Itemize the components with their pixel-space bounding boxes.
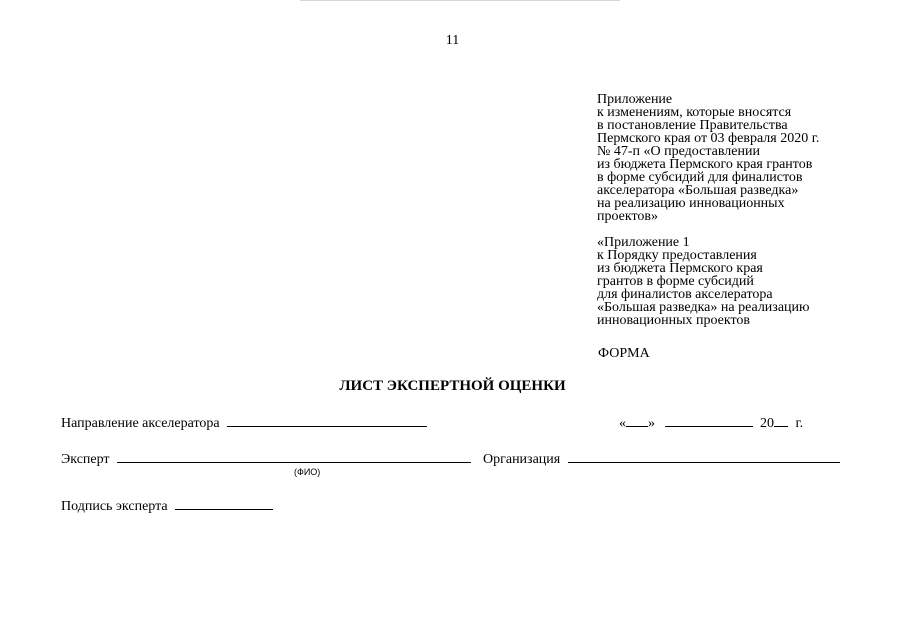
appendix-line: из бюджета Пермского края [597, 261, 763, 276]
appendix-line: грантов в форме субсидий [597, 274, 754, 289]
date-year-prefix: 20 [760, 416, 774, 431]
appendix-line: Приложение [597, 92, 673, 107]
signature-row [61, 497, 273, 515]
signature-field[interactable] [175, 497, 273, 510]
document-title: ЛИСТ ЭКСПЕРТНОЙ ОЦЕНКИ [339, 378, 566, 394]
date-year-field[interactable] [774, 414, 788, 427]
date-close-quote: » [648, 416, 655, 431]
appendix-line: к изменениям, которые вносятся [597, 105, 792, 120]
appendix-line: в форме субсидий для финалистов [597, 170, 803, 185]
form-label: ФОРМА [598, 346, 650, 361]
scan-top-edge [300, 0, 620, 1]
appendix-line: «Большая разведка» на реализацию [597, 300, 810, 315]
date-open-quote: « [619, 416, 626, 431]
appendix-line: инновационных проектов [597, 313, 751, 328]
expert-row [61, 450, 471, 468]
appendix-line: для финалистов акселератора [597, 287, 773, 302]
appendix-line: № 47-п «О предоставлении [597, 144, 760, 159]
expert-name-field[interactable] [117, 450, 471, 463]
appendix-line: «Приложение 1 [597, 235, 690, 250]
page-number: 11 [445, 33, 460, 48]
appendix-order-block [597, 236, 897, 327]
direction-field[interactable] [227, 414, 427, 427]
appendix-line: проектов» [597, 209, 659, 224]
appendix-line: в постановление Правительства [597, 118, 788, 133]
appendix-line: акселератора «Большая разведка» [597, 183, 799, 198]
appendix-line: к Порядку предоставления [597, 248, 757, 263]
date-row [619, 414, 803, 432]
appendix-line: из бюджета Пермского края грантов [597, 157, 813, 172]
date-month-field[interactable] [665, 414, 753, 427]
organization-label: Организация [483, 452, 561, 467]
appendix-line: Пермского края от 03 февраля 2020 г. [597, 131, 820, 146]
date-day-field[interactable] [626, 414, 648, 427]
date-year-suffix: г. [795, 416, 804, 431]
appendix-amendment-block [597, 93, 897, 223]
signature-label: Подпись эксперта [61, 499, 168, 514]
direction-label: Направление акселератора [61, 416, 220, 431]
appendix-line: на реализацию инновационных [597, 196, 785, 211]
organization-row [483, 450, 840, 468]
expert-label: Эксперт [61, 452, 110, 467]
expert-name-caption: (ФИО) [294, 467, 321, 477]
organization-field[interactable] [568, 450, 840, 463]
direction-row [61, 414, 427, 432]
